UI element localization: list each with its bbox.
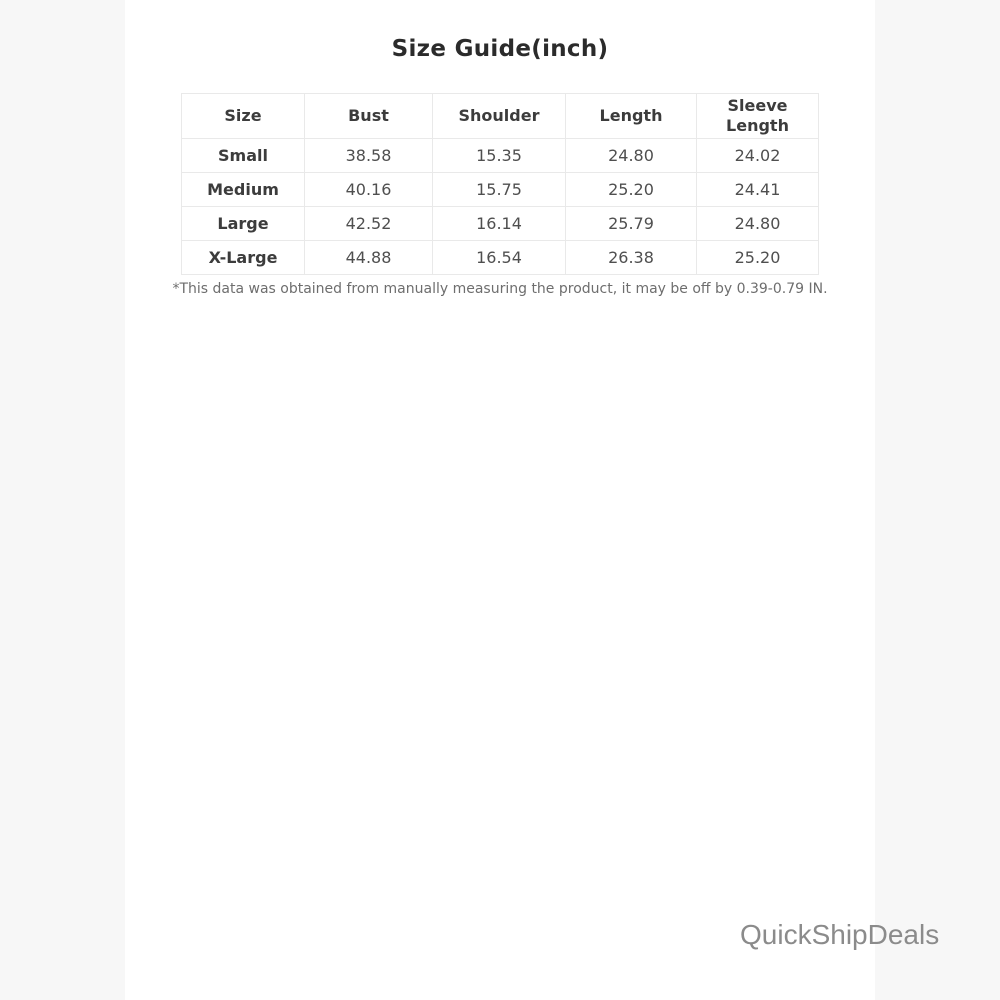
measurement-disclaimer: *This data was obtained from manually measuring the product, it may be off by 0.39-0.79 IN.	[172, 281, 828, 297]
table-row	[182, 139, 819, 173]
shoulder-cell: 15.75	[433, 173, 566, 207]
header-cell-length	[566, 94, 697, 139]
length-cell: 25.20	[566, 173, 697, 207]
shoulder-cell: 16.54	[433, 241, 566, 275]
sleeve-length-cell: 25.20	[697, 241, 819, 275]
header-cell-sleeve-length	[697, 94, 819, 139]
length-cell: 25.79	[566, 207, 697, 241]
header-label: Length	[599, 106, 663, 125]
sleeve-length-cell: 24.02	[697, 139, 819, 173]
size-cell: Medium	[182, 173, 305, 207]
shoulder-cell: 16.14	[433, 207, 566, 241]
bust-cell: 40.16	[305, 173, 433, 207]
shoulder-cell: 15.35	[433, 139, 566, 173]
table-header-row	[182, 94, 819, 139]
bust-cell: 42.52	[305, 207, 433, 241]
sleeve-length-cell: 24.41	[697, 173, 819, 207]
size-cell: Large	[182, 207, 305, 241]
header-label: Bust	[348, 106, 389, 125]
table-row	[182, 207, 819, 241]
size-cell: X-Large	[182, 241, 305, 275]
table-row	[182, 241, 819, 275]
bust-cell: 44.88	[305, 241, 433, 275]
size-table	[181, 93, 819, 275]
header-cell-bust	[305, 94, 433, 139]
watermark-brand: QuickShipDeals	[740, 919, 940, 950]
bust-cell: 38.58	[305, 139, 433, 173]
header-label: Size	[224, 106, 262, 125]
header-label: Shoulder	[458, 106, 540, 125]
size-guide-panel	[125, 0, 875, 1000]
header-cell-size	[182, 94, 305, 139]
length-cell: 24.80	[566, 139, 697, 173]
header-cell-shoulder	[433, 94, 566, 139]
length-cell: 26.38	[566, 241, 697, 275]
sleeve-length-cell: 24.80	[697, 207, 819, 241]
page-title: Size Guide(inch)	[391, 36, 609, 62]
size-cell: Small	[182, 139, 305, 173]
header-label: Sleeve Length	[726, 96, 789, 135]
table-row	[182, 173, 819, 207]
